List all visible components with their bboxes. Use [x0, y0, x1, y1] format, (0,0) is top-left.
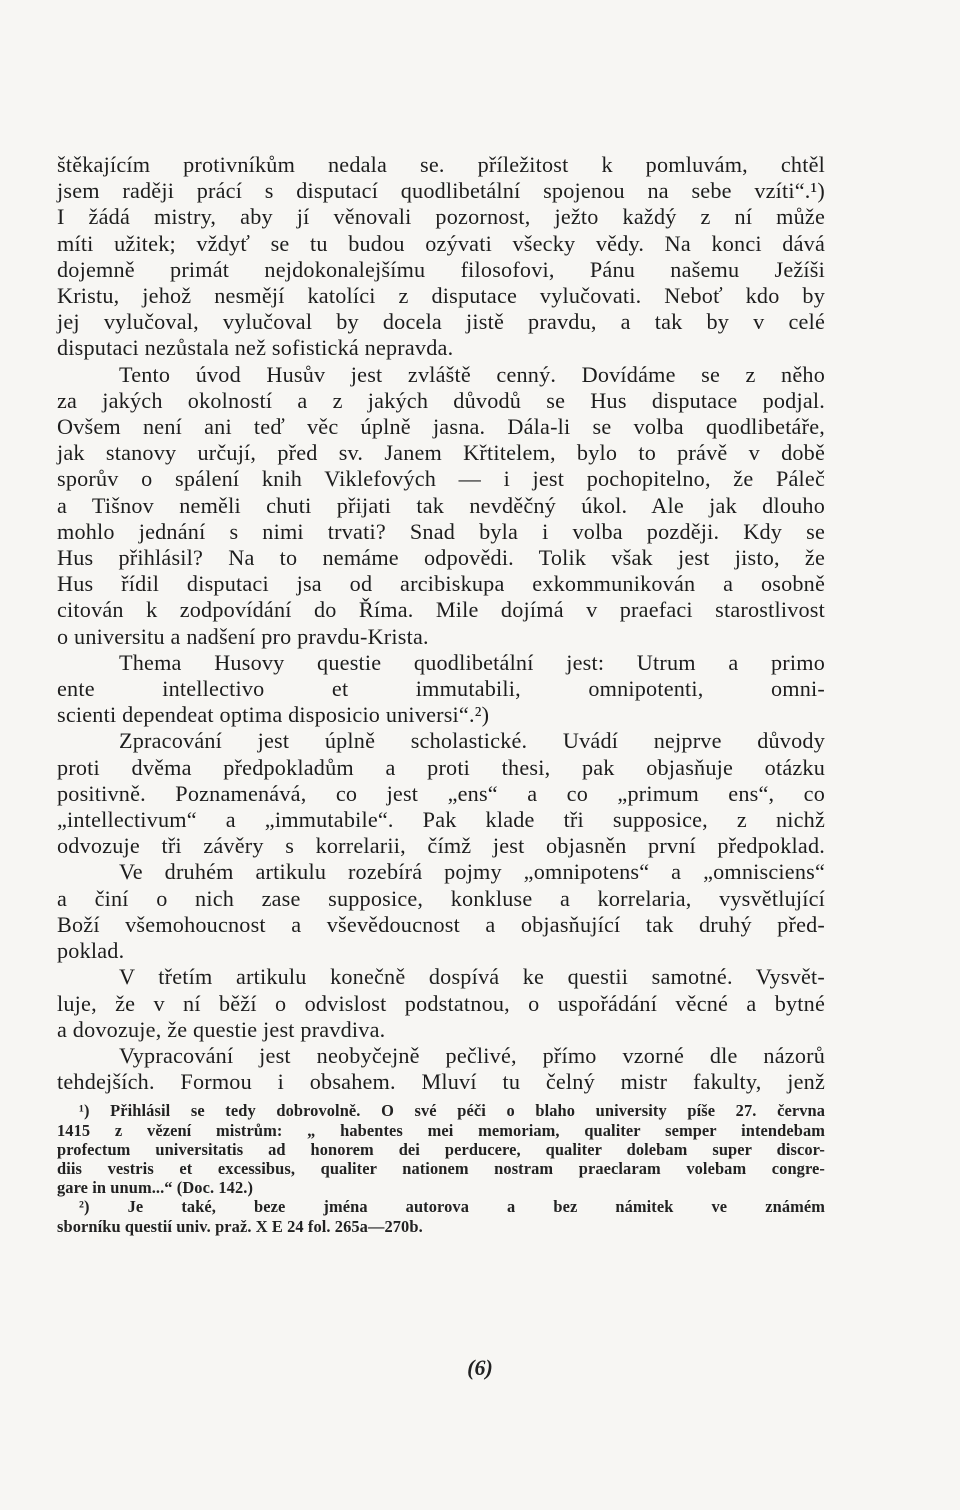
text-line: ente intellectivo et immutabili, omnipotenti, omni- [57, 676, 825, 702]
footnote-line: sborníku questií univ. praž. X E 24 fol. 265a—270b. [57, 1216, 423, 1236]
text-line: Vypracování jest neobyčejně pečlivé, přímo vzorné dle názorů [119, 1042, 825, 1068]
footnote-line: ²) Je také, beze jména autorova a bez námitek ve známém [79, 1197, 825, 1217]
text-line: I žádá mistry, aby jí věnovali pozornost, ježto každý z ní může [57, 204, 825, 230]
text-line: Hus přihlásil? Na to nemáme odpovědi. Tolik však jest jisto, že [57, 545, 825, 571]
page-content [57, 152, 825, 1236]
text-line: Kristu, jehož nesmějí katolíci z disputace vylučovati. Neboť kdo by [57, 283, 825, 309]
text-line: o universitu a nadšení pro pravdu-Krista. [57, 623, 429, 649]
text-line: citován k zodpovídání do Říma. Mile dojímá v praefaci starostlivost [57, 597, 825, 623]
text-line: positivně. Poznamenává, co jest „ens“ a co „primum ens“, co [57, 780, 825, 806]
text-line: štěkajícím protivníkům nedala se. příležitost k pomluvám, chtěl [57, 152, 825, 177]
text-line: luje, že v ní běží o odvislost podstatnou, o uspořádání věcné a bytné [57, 990, 825, 1016]
footnote-line: ¹) Přihlásil se tedy dobrovolně. O své péči o blaho university píše 27. června [79, 1101, 825, 1121]
text-line: za jakých okolností a z jakých důvodů se Hus disputace podjal. [57, 387, 825, 413]
text-line: odvozuje tři závěry s korrelarii, čímž jest objasněn první předpoklad. [57, 833, 825, 859]
text-line: „intellectivum“ a „immutabile“. Pak klade tři supposice, z nichž [57, 807, 825, 833]
text-line: jak stanovy určují, před sv. Janem Křtitelem, bylo to právě v době [57, 440, 825, 466]
text-line: Ovšem není ani teď věc úplně jasna. Dála-li se volba quodlibetáře, [57, 414, 825, 440]
text-line: mohlo jednání s nimi trvati? Snad byla i volba později. Kdy se [57, 518, 825, 544]
text-line: tehdejších. Formou i obsahem. Mluví tu čelný mistr fakulty, jenž [57, 1069, 825, 1095]
main-text [57, 152, 825, 1095]
text-line: Hus řídil disputaci jsa od arcibiskupa exkommunikován a osobně [57, 571, 825, 597]
footnote-line: diis vestris et excessibus, qualiter nationem nostram praeclaram volebam congre- [57, 1158, 825, 1178]
text-line: V třetím artikulu konečně dospívá ke questii samotné. Vysvět- [119, 964, 825, 990]
text-line: proti dvěma předpokladům a proti thesi, pak objasňuje otázku [57, 754, 825, 780]
text-line: míti užitek; vždyť se tu budou ozývati všecky vědy. Na konci dává [57, 230, 825, 256]
text-line: jsem raději prácí s disputací quodlibetální spojenou na sebe vzíti“.¹) [57, 178, 825, 204]
text-line: Zpracování jest úplně scholastické. Uvádí nejprve důvody [119, 728, 825, 754]
text-line: Thema Husovy questie quodlibetální jest: Utrum a primo [119, 649, 825, 675]
text-line: a činí o nich zase supposice, konkluse a korrelaria, vysvětlující [57, 885, 825, 911]
footnotes [57, 1101, 825, 1235]
text-line: scienti dependeat optima disposicio universi“.²) [57, 702, 490, 728]
footnote-line: gare in unum...“ (Doc. 142.) [57, 1178, 253, 1198]
text-line: sporův o spálení knih Viklefových — i jest pochopitelno, že Páleč [57, 466, 825, 492]
text-line: dojemně primát nejdokonalejšímu filosofovi, Pánu našemu Ježíši [57, 256, 825, 282]
text-line: Ve druhém artikulu rozebírá pojmy „omnipotens“ a „omnisciens“ [119, 859, 825, 885]
text-line: Tento úvod Husův jest zvláště cenný. Dovídáme se z něho [119, 361, 825, 387]
text-line: a dovozuje, že questie jest pravdiva. [57, 1016, 386, 1042]
footnote-line: 1415 z vězení mistrům: „ habentes mei memoriam, qualiter semper intendebam [57, 1120, 825, 1140]
text-line: jej vylučoval, vylučoval by docela jistě pravdu, a tak by v celé [57, 309, 825, 335]
footnote-line: profectum universitatis ad honorem dei perducere, qualiter dolebam super discor- [57, 1139, 825, 1159]
text-line: poklad. [57, 938, 125, 964]
text-line: disputaci nezůstala než sofistická nepravda. [57, 335, 454, 361]
page-number: (6) [467, 1355, 493, 1380]
text-line: a Tišnov neměli chuti přijati tak nevděčný úkol. Ale jak dlouho [57, 492, 825, 518]
text-line: Boží všemohoucnost a vševědoucnost a objasňující tak druhý před- [57, 911, 825, 937]
